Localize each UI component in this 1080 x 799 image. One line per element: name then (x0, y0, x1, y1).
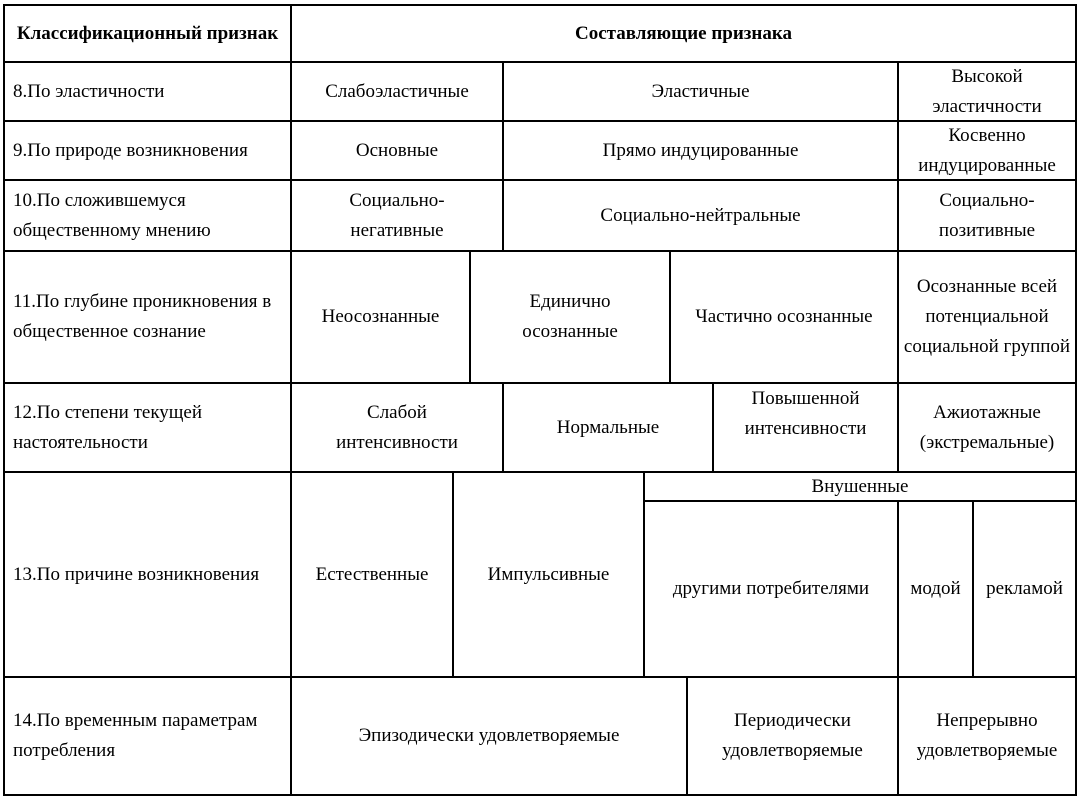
table-cell: Косвенно индуцированные (918, 124, 1056, 176)
header-components-column: Составляющие признака (574, 22, 793, 44)
table-cell: Неосознанные (321, 306, 440, 327)
table-cell: Эластичные (651, 80, 750, 102)
row-label: 12.По степени текущей настоятельности (13, 401, 203, 453)
table-cell: Периодически удовлетворяемые (722, 710, 863, 761)
group-header: Внушенные (811, 475, 909, 497)
table-cell: Естественные (315, 563, 429, 585)
row-label: 10.По сложившемуся общественному мнению (13, 189, 211, 241)
table-cell: Эпизодически удовлетворяемые (358, 725, 620, 746)
table-cell: Осознанные всей потенциальной социальной группой (903, 276, 1071, 357)
table-cell: Слабоэластичные (325, 80, 469, 102)
table-cell: Социально-негативные (349, 189, 445, 241)
table-cell: Единично осознанные (522, 291, 618, 342)
table-cell: Повышенной интенсивности (744, 388, 867, 439)
table-cell: Социально-нейтральные (600, 204, 801, 226)
row-label: 13.По причине возникновения (13, 563, 260, 585)
table-cell: Социально-позитивные (938, 189, 1036, 241)
table-cell: Высокой эластичности (932, 65, 1042, 117)
row-label: 14.По временным параметрам потребления (13, 710, 258, 761)
table-cell: рекламой (986, 578, 1063, 599)
table-cell: Ажиотажные (экстремальные) (919, 401, 1055, 453)
table-cell: модой (910, 578, 961, 599)
table-cell: Прямо индуцированные (602, 139, 799, 161)
table-cell: Импульсивные (487, 563, 610, 585)
table-border-right (1075, 4, 1077, 796)
header-feature-column: Классификационный признак (16, 22, 279, 44)
table-cell: Непрерывно удовлетворяемые (916, 710, 1058, 761)
row-label: 11.По глубине проникновения в общественное сознание (13, 291, 272, 342)
table-border-bottom (3, 794, 1077, 796)
table-cell: Нормальные (556, 416, 660, 438)
row-label: 9.По природе возникновения (13, 139, 248, 161)
table-cell: Частично осознанные (695, 306, 873, 327)
table-cell: другими потребителями (672, 578, 870, 599)
table-cell: Слабой интенсивности (336, 401, 458, 453)
table-cell: Основные (355, 139, 439, 161)
row-label: 8.По эластичности (13, 80, 165, 102)
